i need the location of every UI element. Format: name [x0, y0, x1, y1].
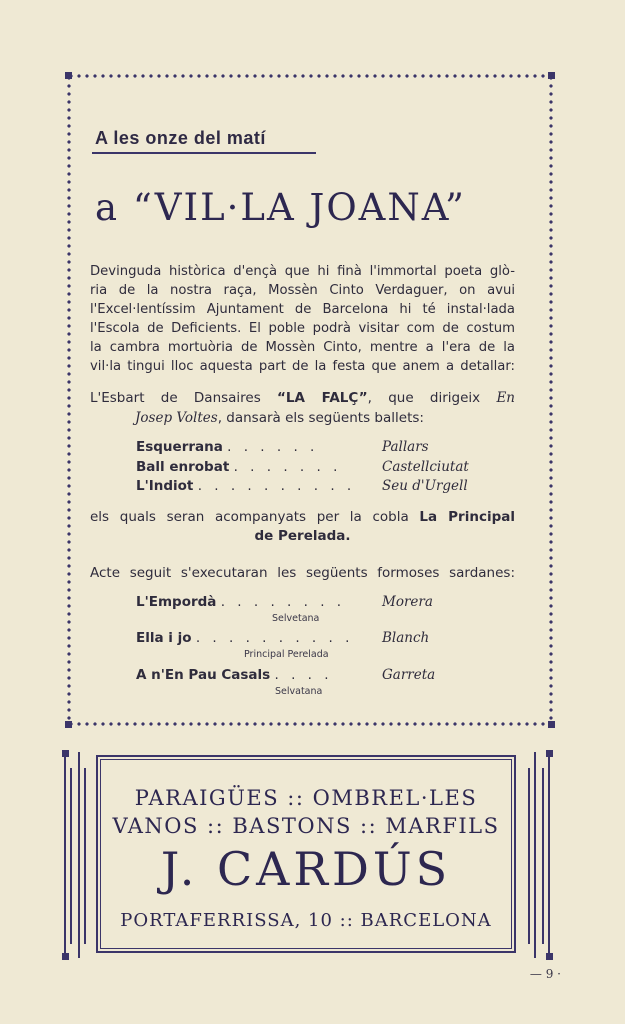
frame-bottom-border: [67, 722, 553, 726]
sardanes-intro: Acte seguit s'executaran les següents formoses sardanes:: [90, 565, 515, 581]
ad-corner: [546, 953, 553, 960]
frame-corner: [65, 72, 72, 79]
ad-decor-bar: [528, 768, 530, 944]
heading-underline: [92, 152, 316, 154]
esbart-line-2: Josep Voltes, dansarà els següents ballets:: [135, 410, 424, 426]
sardana-composer: Garreta: [382, 667, 436, 683]
ad-corner: [62, 953, 69, 960]
sardana-composer: Blanch: [382, 630, 430, 646]
ad-corner: [546, 750, 553, 757]
ad-address: PORTAFERRISSA, 10 :: BARCELONA: [120, 910, 492, 931]
cobla-name: de Perelada.: [254, 528, 351, 544]
paragraph-line: la cambra mortuòria de Mossèn Cinto, mentre a l'era de la: [90, 340, 515, 355]
frame-right-border: [549, 74, 553, 726]
venue-title: a “VIL·LA JOANA”: [95, 186, 466, 229]
director-name: En: [496, 390, 515, 406]
ad-decor-bar: [548, 752, 550, 958]
esbart-line-1: L'Esbart de Dansaires “LA FALÇ”, que dirigeix En: [90, 390, 515, 406]
esbart-name: “LA FALÇ”: [277, 390, 368, 406]
ballet-row: L'Indiot . . . . . . . . . .: [136, 478, 356, 494]
frame-corner: [65, 721, 72, 728]
paragraph-line: Devinguda històrica d'ençà que hi finà l'immortal poeta glò-: [90, 264, 515, 279]
ad-decor-bar: [534, 752, 536, 958]
sardana-row: Ella i jo . . . . . . . . . .: [136, 630, 354, 646]
director-name: Josep Voltes: [135, 410, 218, 426]
ballet-place: Seu d'Urgell: [382, 478, 468, 494]
frame-corner: [548, 721, 555, 728]
frame-corner: [548, 72, 555, 79]
ad-corner: [62, 750, 69, 757]
frame-top-border: [67, 74, 553, 78]
sardana-note: Selvetana: [272, 613, 320, 624]
sardana-note: Principal Perelada: [244, 649, 329, 660]
sardana-row: L'Empordà . . . . . . . .: [136, 594, 346, 610]
ballet-place: Pallars: [382, 439, 429, 455]
ad-decor-bar: [70, 768, 72, 944]
ad-decor-bar: [78, 752, 80, 958]
ballet-place: Castellciutat: [382, 459, 469, 475]
paragraph-line: l'Escola de Deficients. El poble podrà visitar com de costum: [90, 321, 515, 336]
time-heading: A les onze del matí: [95, 128, 266, 148]
frame-left-border: [67, 74, 71, 726]
cobla-line-1: els quals seran acompanyats per la cobla La Principal: [90, 509, 515, 525]
ad-products-line-1: PARAIGÜES :: OMBREL·LES: [134, 786, 478, 810]
cobla-name: La Principal: [419, 509, 515, 525]
ad-decor-bar: [542, 768, 544, 944]
paragraph-line: vil·la tingui lloc aquesta part de la festa que anem a detallar:: [90, 359, 515, 374]
ad-brand: J. CARDÚS: [160, 842, 452, 896]
ballet-row: Esquerrana . . . . . .: [136, 439, 319, 455]
sardana-row: A n'En Pau Casals . . . .: [136, 667, 333, 683]
ad-decor-bar: [64, 752, 66, 958]
ballet-row: Ball enrobat . . . . . . .: [136, 459, 342, 475]
sardana-composer: Morera: [382, 594, 433, 610]
paragraph-line: ria de la nostra raça, Mossèn Cinto Verdaguer, on avui: [90, 283, 515, 298]
ad-decor-bar: [84, 768, 86, 944]
sardana-note: Selvatana: [275, 686, 323, 697]
paragraph-line: l'Excel·lentíssim Ajuntament de Barcelona hi té instal·lada: [90, 302, 515, 317]
page-number: — 9 ·: [529, 967, 561, 981]
intro-paragraph: [90, 262, 515, 376]
cobla-line-2: [90, 527, 515, 546]
ad-products-line-2: VANOS :: BASTONS :: MARFILS: [112, 814, 500, 838]
